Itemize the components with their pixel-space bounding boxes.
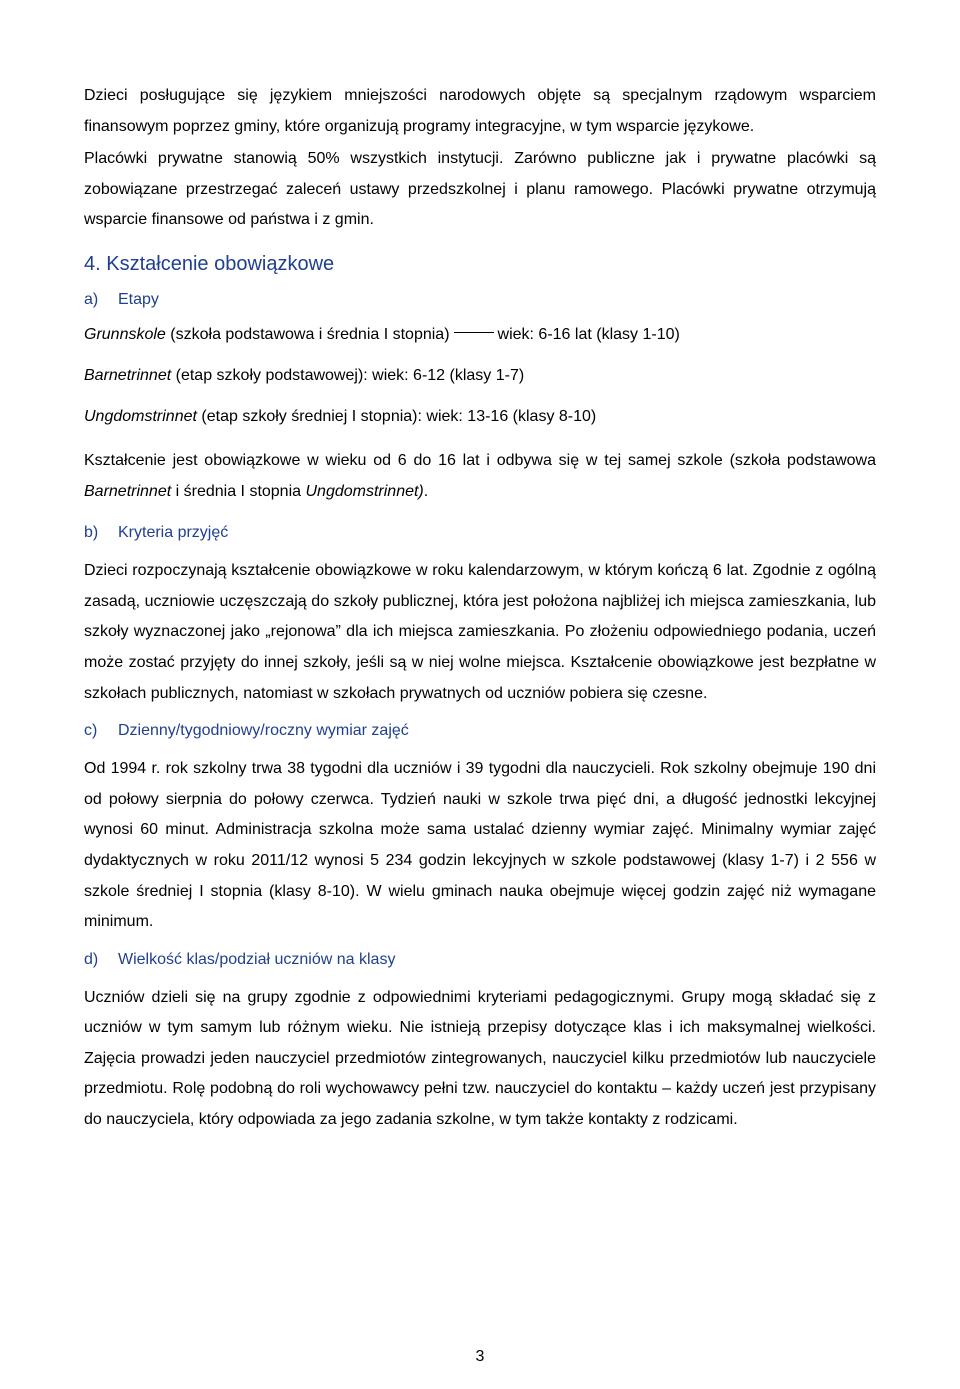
- stages-text-start: Kształcenie jest obowiązkowe w wieku od 6 do 16 lat i odbywa się w tej samej szkole (szkoła podstawowa: [84, 451, 876, 469]
- page-content: [84, 81, 876, 1136]
- stages-italic-1: Barnetrinnet: [84, 482, 172, 500]
- schedule-paragraph: Od 1994 r. rok szkolny trwa 38 tygodni dla uczniów i 39 tygodni dla nauczycieli. Rok szkolny obejmuje 190 dni od połowy sierpnia do połowy czerwca. Tydzień nauki w szkole trwa pięć dni, a długość jednostki lekcyjnej wynosi 60 minut. Administracja szkolna może sama ustalać dzienny wymiar zajęć. Minimalny wymiar zajęć dydaktycznych w roku 2011/12 wynosi 5 234 godzin lekcyjnych w szkole podstawowej (klasy 1-7) i 2 556 w szkole średniej I stopnia (klasy 8-10). W wielu gminach nauka obejmuje więcej godzin zajęć niż wymagane minimum.: [84, 760, 876, 931]
- dash-separator: [454, 332, 494, 333]
- page-number: 3: [475, 1348, 485, 1365]
- subsection-letter: d): [84, 950, 99, 968]
- subsection-title: Dzienny/tygodniowy/roczny wymiar zajęć: [118, 722, 409, 740]
- stage-age: wiek: 6-16 lat (klasy 1-10): [497, 325, 680, 343]
- stage-description: (etap szkoły podstawowej): wiek: 6-12 (klasy 1-7): [175, 366, 525, 384]
- subsection-letter: a): [84, 290, 99, 308]
- intro-paragraph-2: Placówki prywatne stanowią 50% wszystkich instytucji. Zarówno publiczne jak i prywatne placówki są zobowiązane przestrzegać zaleceń ustawy przedszkolnej i planu ramowego. Placówki prywatne otrzymują wsparcie finansowe od państwa i z gmin.: [84, 150, 876, 229]
- subsection-heading-c: [84, 717, 876, 745]
- subsection-heading-a: [84, 286, 876, 314]
- intro-paragraph-1: Dzieci posługujące się językiem mniejszości narodowych objęte są specjalnym rządowym wsparciem finansowym poprzez gminy, które organizują programy integracyjne, w tym wsparcie językowe.: [84, 87, 876, 135]
- class-size-paragraph: Uczniów dzieli się na grupy zgodnie z odpowiednimi kryteriami pedagogicznymi. Grupy mogą składać się z uczniów w tym samym lub różnym wieku. Nie istnieją przepisy dotyczące klas i ich maksymalnej wielkości. Zajęcia prowadzi jeden nauczyciel przedmiotów zintegrowanych, nauczyciel kilku przedmiotów lub nauczyciele przedmiotu. Rolę podobną do roli wychowawcy pełni tzw. nauczyciel do kontaktu – każdy uczeń jest przypisany do nauczyciela, który odpowiada za jego zadania szkolne, w tym także kontakty z rodzicami.: [84, 988, 876, 1129]
- stages-text-mid: i średnia I stopnia: [175, 482, 302, 500]
- admission-paragraph: Dzieci rozpoczynają kształcenie obowiązkowe w roku kalendarzowym, w którym kończą 6 lat. Zgodnie z ogólną zasadą, uczniowie uczęszczają do szkoły publicznej, która jest położona najbliżej ich miejsca zamieszkania, lub szkoły wyznaczonej jako „rejonowa” dla ich miejsca zamieszkania. Po złożeniu odpowiedniego podania, uczeń może zostać przyjęty do innej szkoły, jeśli są w niej wolne miejsca. Kształcenie obowiązkowe jest bezpłatne w szkołach publicznych, natomiast w szkołach prywatnych od uczniów pobiera się czesne.: [84, 562, 876, 702]
- stage-name: Barnetrinnet: [84, 366, 172, 384]
- subsection-heading-b: [84, 519, 876, 547]
- subsection-title: Wielkość klas/podział uczniów na klasy: [118, 950, 396, 968]
- subsection-letter: b): [84, 524, 99, 542]
- stage-name: Grunnskole: [84, 325, 166, 343]
- subsection-heading-d: [84, 946, 876, 974]
- subsection-title: Etapy: [118, 290, 159, 308]
- stage-description: (szkoła podstawowa i średnia I stopnia): [170, 325, 450, 343]
- stages-paragraph: [84, 446, 876, 507]
- stage-barnetrinnet: [84, 365, 876, 387]
- stage-grunnskole: [84, 324, 876, 346]
- subsection-letter: c): [84, 722, 98, 740]
- stage-ungdomstrinnet: [84, 406, 876, 428]
- section-heading: 4. Kształcenie obowiązkowe: [84, 252, 335, 275]
- stages-italic-2: Ungdomstrinnet): [305, 482, 424, 500]
- stage-description: (etap szkoły średniej I stopnia): wiek: 13-16 (klasy 8-10): [201, 407, 597, 425]
- subsection-title: Kryteria przyjęć: [118, 524, 229, 542]
- stage-name: Ungdomstrinnet: [84, 407, 197, 425]
- stages-text-end: .: [423, 482, 429, 500]
